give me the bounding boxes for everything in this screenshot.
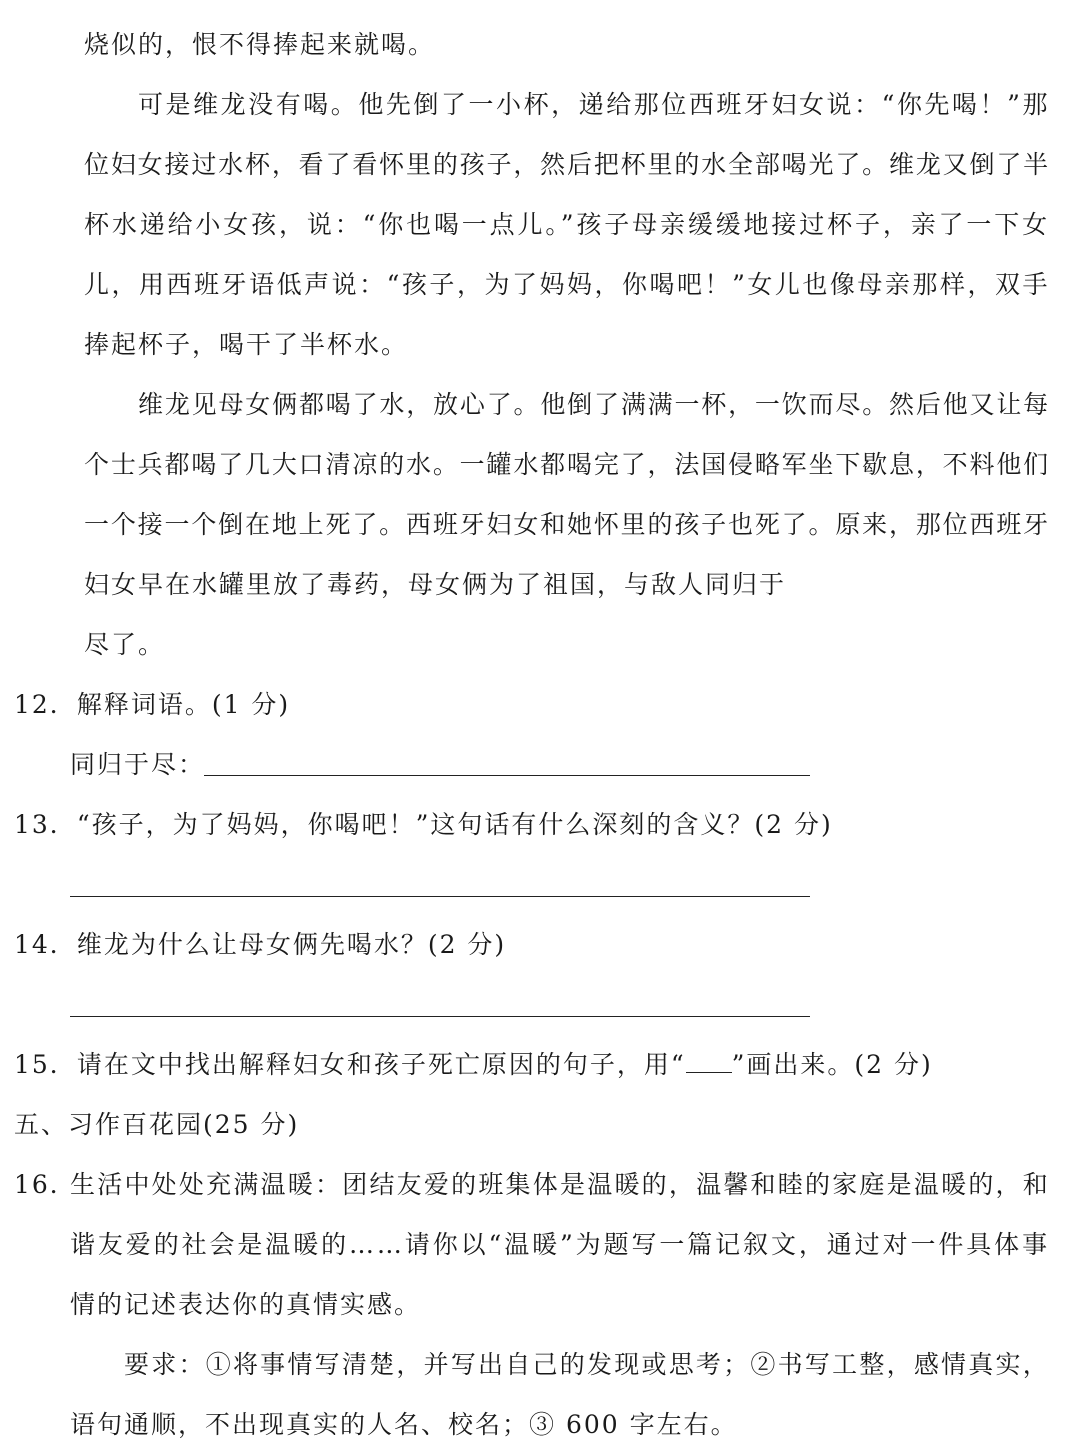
question-text: 请在文中找出解释妇女和孩子死亡原因的句子，用“: [76, 1050, 686, 1079]
passage-line: 烧似的，恨不得捧起来就喝。: [84, 30, 436, 59]
question-text: ”画出来。(2 分): [731, 1050, 933, 1079]
question-text: 情的记述表达你的真情实感。: [70, 1290, 422, 1319]
section-title: 五、习作百花园(25 分): [14, 1110, 300, 1139]
question-text: “孩子，为了妈妈，你喝吧！”这句话有什么深刻的含义？(2 分): [76, 810, 833, 839]
passage-line: 尽了。: [84, 630, 166, 659]
question-15: [14, 1048, 933, 1082]
passage-line: 维龙见母女俩都喝了水，放心了。他倒了满满一杯，一饮而尽。然后他又让每: [138, 390, 1050, 419]
q12-answer-line[interactable]: [204, 775, 810, 776]
requirements-text: 要求：①将事情写清楚，并写出自己的发现或思考；②书写工整，感情真实，: [124, 1350, 1050, 1379]
question-12: [14, 688, 290, 722]
question-14: [14, 928, 506, 962]
question-number: 12．: [14, 690, 77, 719]
passage-line: 儿，用西班牙语低声说：“孩子，为了妈妈，你喝吧！”女儿也像母亲那样，双手: [84, 270, 1050, 299]
question-16-number: 16．: [14, 1170, 77, 1199]
q13-answer-line[interactable]: [70, 896, 810, 897]
question-text: 谐友爱的社会是温暖的……请你以“温暖”为题写一篇记叙文，通过对一件具体事: [70, 1230, 1050, 1259]
passage-line: 个士兵都喝了几大口清凉的水。一罐水都喝完了，法国侵略军坐下歇息，不料他们: [84, 450, 1050, 479]
passage-line: 位妇女接过水杯，看了看怀里的孩子，然后把杯里的水全部喝光了。维龙又倒了半: [84, 150, 1050, 179]
question-number: 15．: [14, 1050, 77, 1079]
question-number: 13．: [14, 810, 77, 839]
passage-line: 妇女早在水罐里放了毒药，母女俩为了祖国，与敌人同归于: [84, 570, 787, 599]
passage-line: 可是维龙没有喝。他先倒了一小杯，递给那位西班牙妇女说：“你先喝！”那: [138, 90, 1050, 119]
underline-mark: [686, 1052, 732, 1073]
passage-line: 捧起杯子，喝干了半杯水。: [84, 330, 409, 359]
q14-answer-line[interactable]: [70, 1016, 810, 1017]
passage-line: 一个接一个倒在地上死了。西班牙妇女和她怀里的孩子也死了。原来，那位西班牙: [84, 510, 1050, 539]
question-text: 解释词语。(1 分): [76, 690, 291, 719]
passage-line: 杯水递给小女孩，说：“你也喝一点儿。”孩子母亲缓缓地接过杯子，亲了一下女: [84, 210, 1050, 239]
requirements-text: 语句通顺，不出现真实的人名、校名；③ 600 字左右。: [70, 1410, 738, 1439]
question-text: 生活中处处充满温暖：团结友爱的班集体是温暖的，温馨和睦的家庭是温暖的，和: [70, 1170, 1050, 1199]
question-number: 14．: [14, 930, 77, 959]
question-13: [14, 808, 833, 842]
question-text: 维龙为什么让母女俩先喝水？(2 分): [76, 930, 507, 959]
q12-term-label: 同归于尽：: [70, 750, 206, 779]
